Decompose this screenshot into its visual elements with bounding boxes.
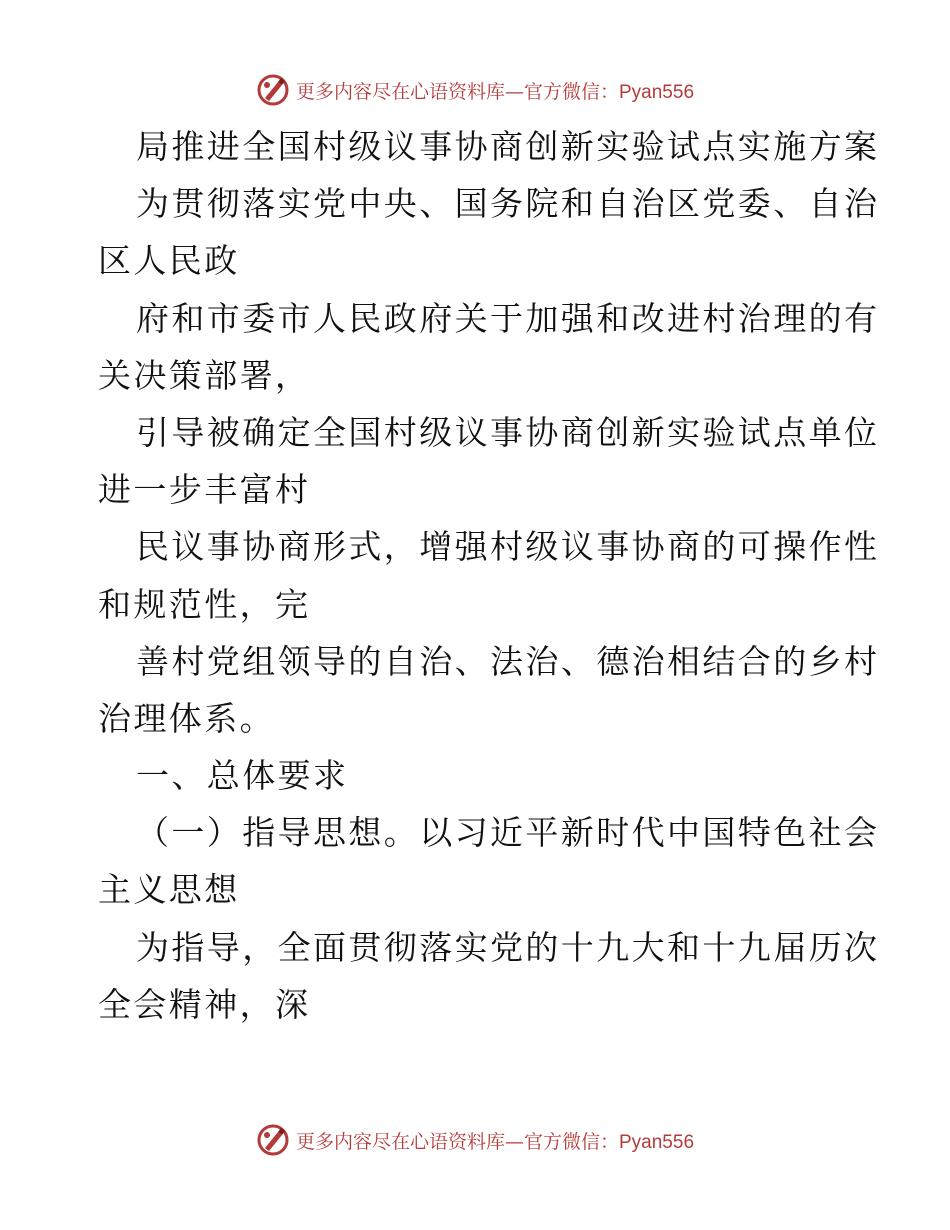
- banner-title: 更多内容尽在心语资料库: [295, 1130, 505, 1153]
- text-line: （一）指导思想。以习近平新时代中国特色社会: [136, 813, 880, 853]
- text-line: 和规范性，完: [98, 584, 311, 624]
- text-line: 治理体系。: [98, 698, 275, 738]
- banner-contact-label: 官方微信：: [523, 1130, 619, 1153]
- header-banner: [0, 72, 950, 108]
- banner-separator: —: [504, 1130, 524, 1153]
- text-line: 引导被确定全国村级议事协商创新实验试点单位: [136, 412, 880, 452]
- text-line: 进一步丰富村: [98, 470, 311, 510]
- text-line: 府和市委市人民政府关于加强和改进村治理的有: [136, 298, 880, 338]
- text-line: 善村党组领导的自治、法治、德治相结合的乡村: [136, 641, 880, 681]
- document-body: [98, 118, 880, 1033]
- text-line: 主义思想: [98, 870, 240, 910]
- text-line: 局推进全国村级议事协商创新实验试点实施方案: [136, 127, 880, 166]
- text-line: 为指导，全面贯彻落实党的十九大和十九届历次: [136, 927, 880, 967]
- text-line: 为贯彻落实党中央、国务院和自治区党委、自治: [136, 184, 880, 224]
- pen-seal-logo-icon: [256, 73, 290, 107]
- text-line: 一、总体要求: [136, 756, 349, 796]
- banner-contact-label: 官方微信：: [523, 80, 619, 103]
- banner-contact-id: Pyan556: [619, 1131, 695, 1153]
- text-line: 全会精神，深: [98, 984, 311, 1024]
- banner-title: 更多内容尽在心语资料库: [295, 80, 505, 103]
- text-line: 民议事协商形式，增强村级议事协商的可操作性: [136, 527, 880, 567]
- text-line: 区人民政: [98, 241, 240, 281]
- footer-banner: [0, 1122, 950, 1158]
- text-line: 关决策部署，: [98, 355, 311, 395]
- pen-seal-logo-icon: [256, 1123, 290, 1157]
- banner-separator: —: [504, 80, 524, 103]
- banner-contact-id: Pyan556: [619, 81, 695, 103]
